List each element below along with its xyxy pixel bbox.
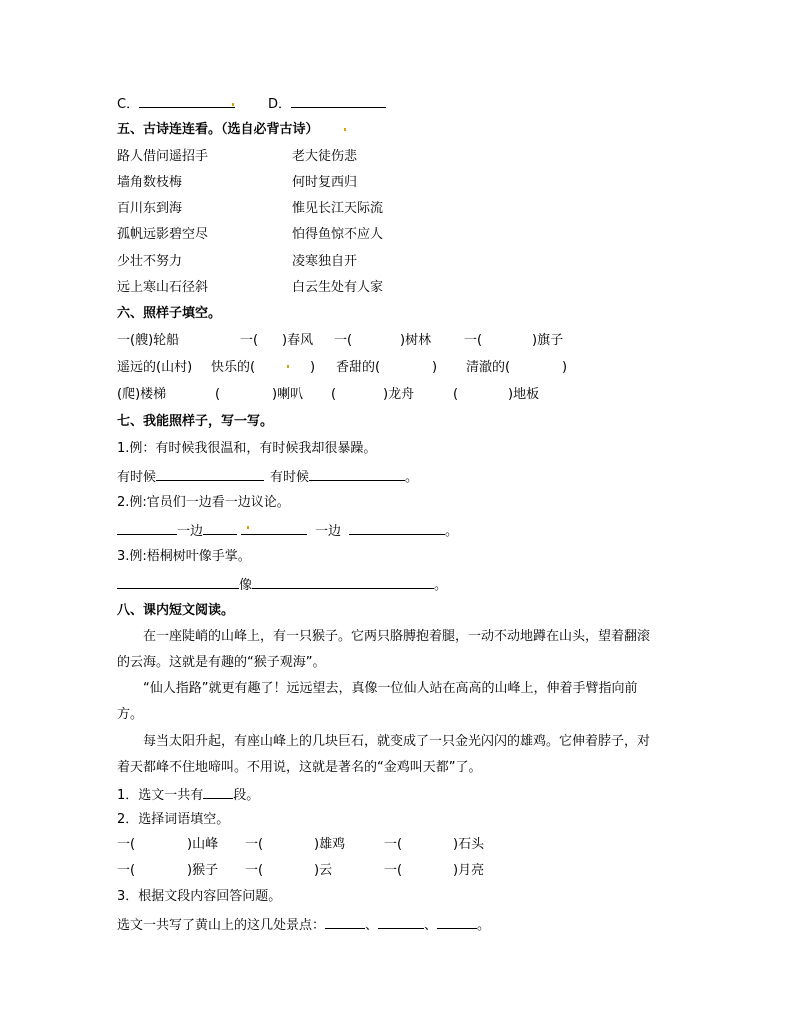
reading-q2: 2．选择词语填空。 [117, 812, 230, 827]
q3-answer-line: 像 。 [117, 575, 447, 595]
fill-open: 快乐的( [211, 360, 256, 375]
q1-blank-1[interactable] [156, 467, 264, 481]
section6-heading: 六、照样子填空。 [117, 306, 222, 321]
measure-open: 一( [117, 837, 136, 852]
poem-right-2[interactable]: 何时复西归 [292, 175, 358, 190]
q2-example: 2.例:官员们一边看一边议论。 [117, 495, 290, 510]
q2-blank-1[interactable] [117, 521, 177, 535]
passage-p2-line2: 方。 [117, 707, 144, 722]
fill-open: 一( [464, 333, 483, 348]
q3-blank-1[interactable] [117, 575, 239, 589]
fill-example: (爬)楼梯 [117, 387, 167, 402]
measure-open: 一( [245, 863, 264, 878]
measure-word: )云 [314, 863, 333, 878]
q2-answer-line: 一边 一边 。 [117, 521, 458, 541]
measure-word: )雄鸡 [314, 837, 346, 852]
fill-open: ( [453, 387, 459, 402]
fill-close: ) [562, 360, 568, 375]
fill-word: )春风 [282, 333, 314, 348]
poem-left-5[interactable]: 少壮不努力 [117, 254, 183, 269]
q1-answer-line: 有时候 有时候 。 [117, 467, 418, 487]
fill-word: )旗子 [532, 333, 564, 348]
q2-blank-4[interactable] [349, 521, 445, 535]
measure-open: 一( [384, 863, 403, 878]
fill-open: ( [215, 387, 221, 402]
poem-right-3[interactable]: 惟见长江天际流 [292, 201, 384, 216]
q2-blank-2[interactable] [203, 521, 237, 535]
q1-blank-2[interactable] [309, 467, 405, 481]
fill-word: )喇叭 [272, 387, 304, 402]
passage-p1-line2: 的云海。这就是有趣的“猴子观海”。 [117, 655, 326, 670]
stray-mark [344, 128, 346, 131]
fill-open: 清澈的( [466, 360, 511, 375]
reading-q3-answer: 选文一共写了黄山上的这几处景点： 、 、 。 [117, 915, 490, 935]
scenic-blank-3[interactable] [437, 915, 477, 929]
reading-q3: 3．根据文段内容回答问题。 [117, 889, 282, 904]
poem-left-2[interactable]: 墙角数枝梅 [117, 175, 183, 190]
measure-open: 一( [245, 837, 264, 852]
poem-right-4[interactable]: 怕得鱼惊不应人 [292, 227, 384, 242]
passage-p2-line1: “仙人指路”就更有趣了！远远望去，真像一位仙人站在高高的山峰上，伸着手臂指向前 [143, 681, 638, 696]
poem-left-3[interactable]: 百川东到海 [117, 201, 183, 216]
poem-right-5[interactable]: 凌寒独自开 [292, 254, 358, 269]
fill-word: )树林 [400, 333, 432, 348]
section8-heading: 八、课内短文阅读。 [117, 603, 235, 618]
option-c-blank[interactable] [139, 94, 235, 108]
q3-blank-2[interactable] [252, 575, 434, 589]
poem-left-6[interactable]: 远上寒山石径斜 [117, 280, 209, 295]
passage-p3-line1: 每当太阳升起，有座山峰上的几块巨石，就变成了一只金光闪闪的雄鸡。它伸着脖子，对 [143, 734, 651, 749]
stray-mark [247, 526, 249, 529]
fill-example: 遥远的(山村) [117, 360, 193, 375]
poem-right-6[interactable]: 白云生处有人家 [292, 280, 384, 295]
fill-open: ( [331, 387, 337, 402]
measure-open: 一( [384, 837, 403, 852]
fill-open: 一( [334, 333, 353, 348]
option-c-label: C． [117, 97, 140, 112]
measure-word: )月亮 [453, 863, 485, 878]
option-d-blank[interactable] [291, 94, 386, 108]
q3-example: 3.例:梧桐树叶像手掌。 [117, 549, 251, 564]
fill-open: 香甜的( [336, 360, 381, 375]
fill-example: 一(艘)轮船 [117, 333, 180, 348]
stray-mark [287, 365, 289, 368]
passage-p3-line2: 着天都峰不住地啼叫。不用说，这就是著名的“金鸡叫天都”了。 [117, 760, 482, 775]
stray-mark [232, 103, 234, 106]
scenic-blank-1[interactable] [325, 915, 365, 929]
scenic-blank-2[interactable] [378, 915, 424, 929]
measure-word: )石头 [453, 837, 485, 852]
fill-word: )地板 [508, 387, 540, 402]
reading-q1-blank[interactable] [203, 785, 233, 799]
section5-heading: 五、古诗连连看。（选自必背古诗） [117, 122, 319, 137]
fill-close: ) [432, 360, 438, 375]
fill-close: ) [310, 360, 316, 375]
q2-blank-3[interactable] [241, 521, 307, 535]
measure-open: 一( [117, 863, 136, 878]
passage-p1-line1: 在一座陡峭的山峰上，有一只猴子。它两只胳膊抱着腿，一动不动地蹲在山头，望着翻滚 [143, 629, 651, 644]
measure-word: )山峰 [187, 837, 219, 852]
poem-left-1[interactable]: 路人借问遥招手 [117, 149, 209, 164]
option-d [268, 94, 386, 114]
section7-heading: 七、我能照样子，写一写。 [117, 414, 274, 429]
poem-right-1[interactable]: 老大徒伤悲 [292, 149, 358, 164]
poem-left-4[interactable]: 孤帆远影碧空尽 [117, 227, 209, 242]
fill-word: )龙舟 [383, 387, 415, 402]
option-d-label: D． [268, 97, 292, 112]
fill-open: 一( [240, 333, 259, 348]
q1-example: 1.例：有时候我很温和，有时候我却很暴躁。 [117, 441, 377, 456]
measure-word: )猴子 [187, 863, 219, 878]
option-c [117, 94, 235, 114]
reading-q1: 1．选文一共有 段。 [117, 785, 259, 805]
